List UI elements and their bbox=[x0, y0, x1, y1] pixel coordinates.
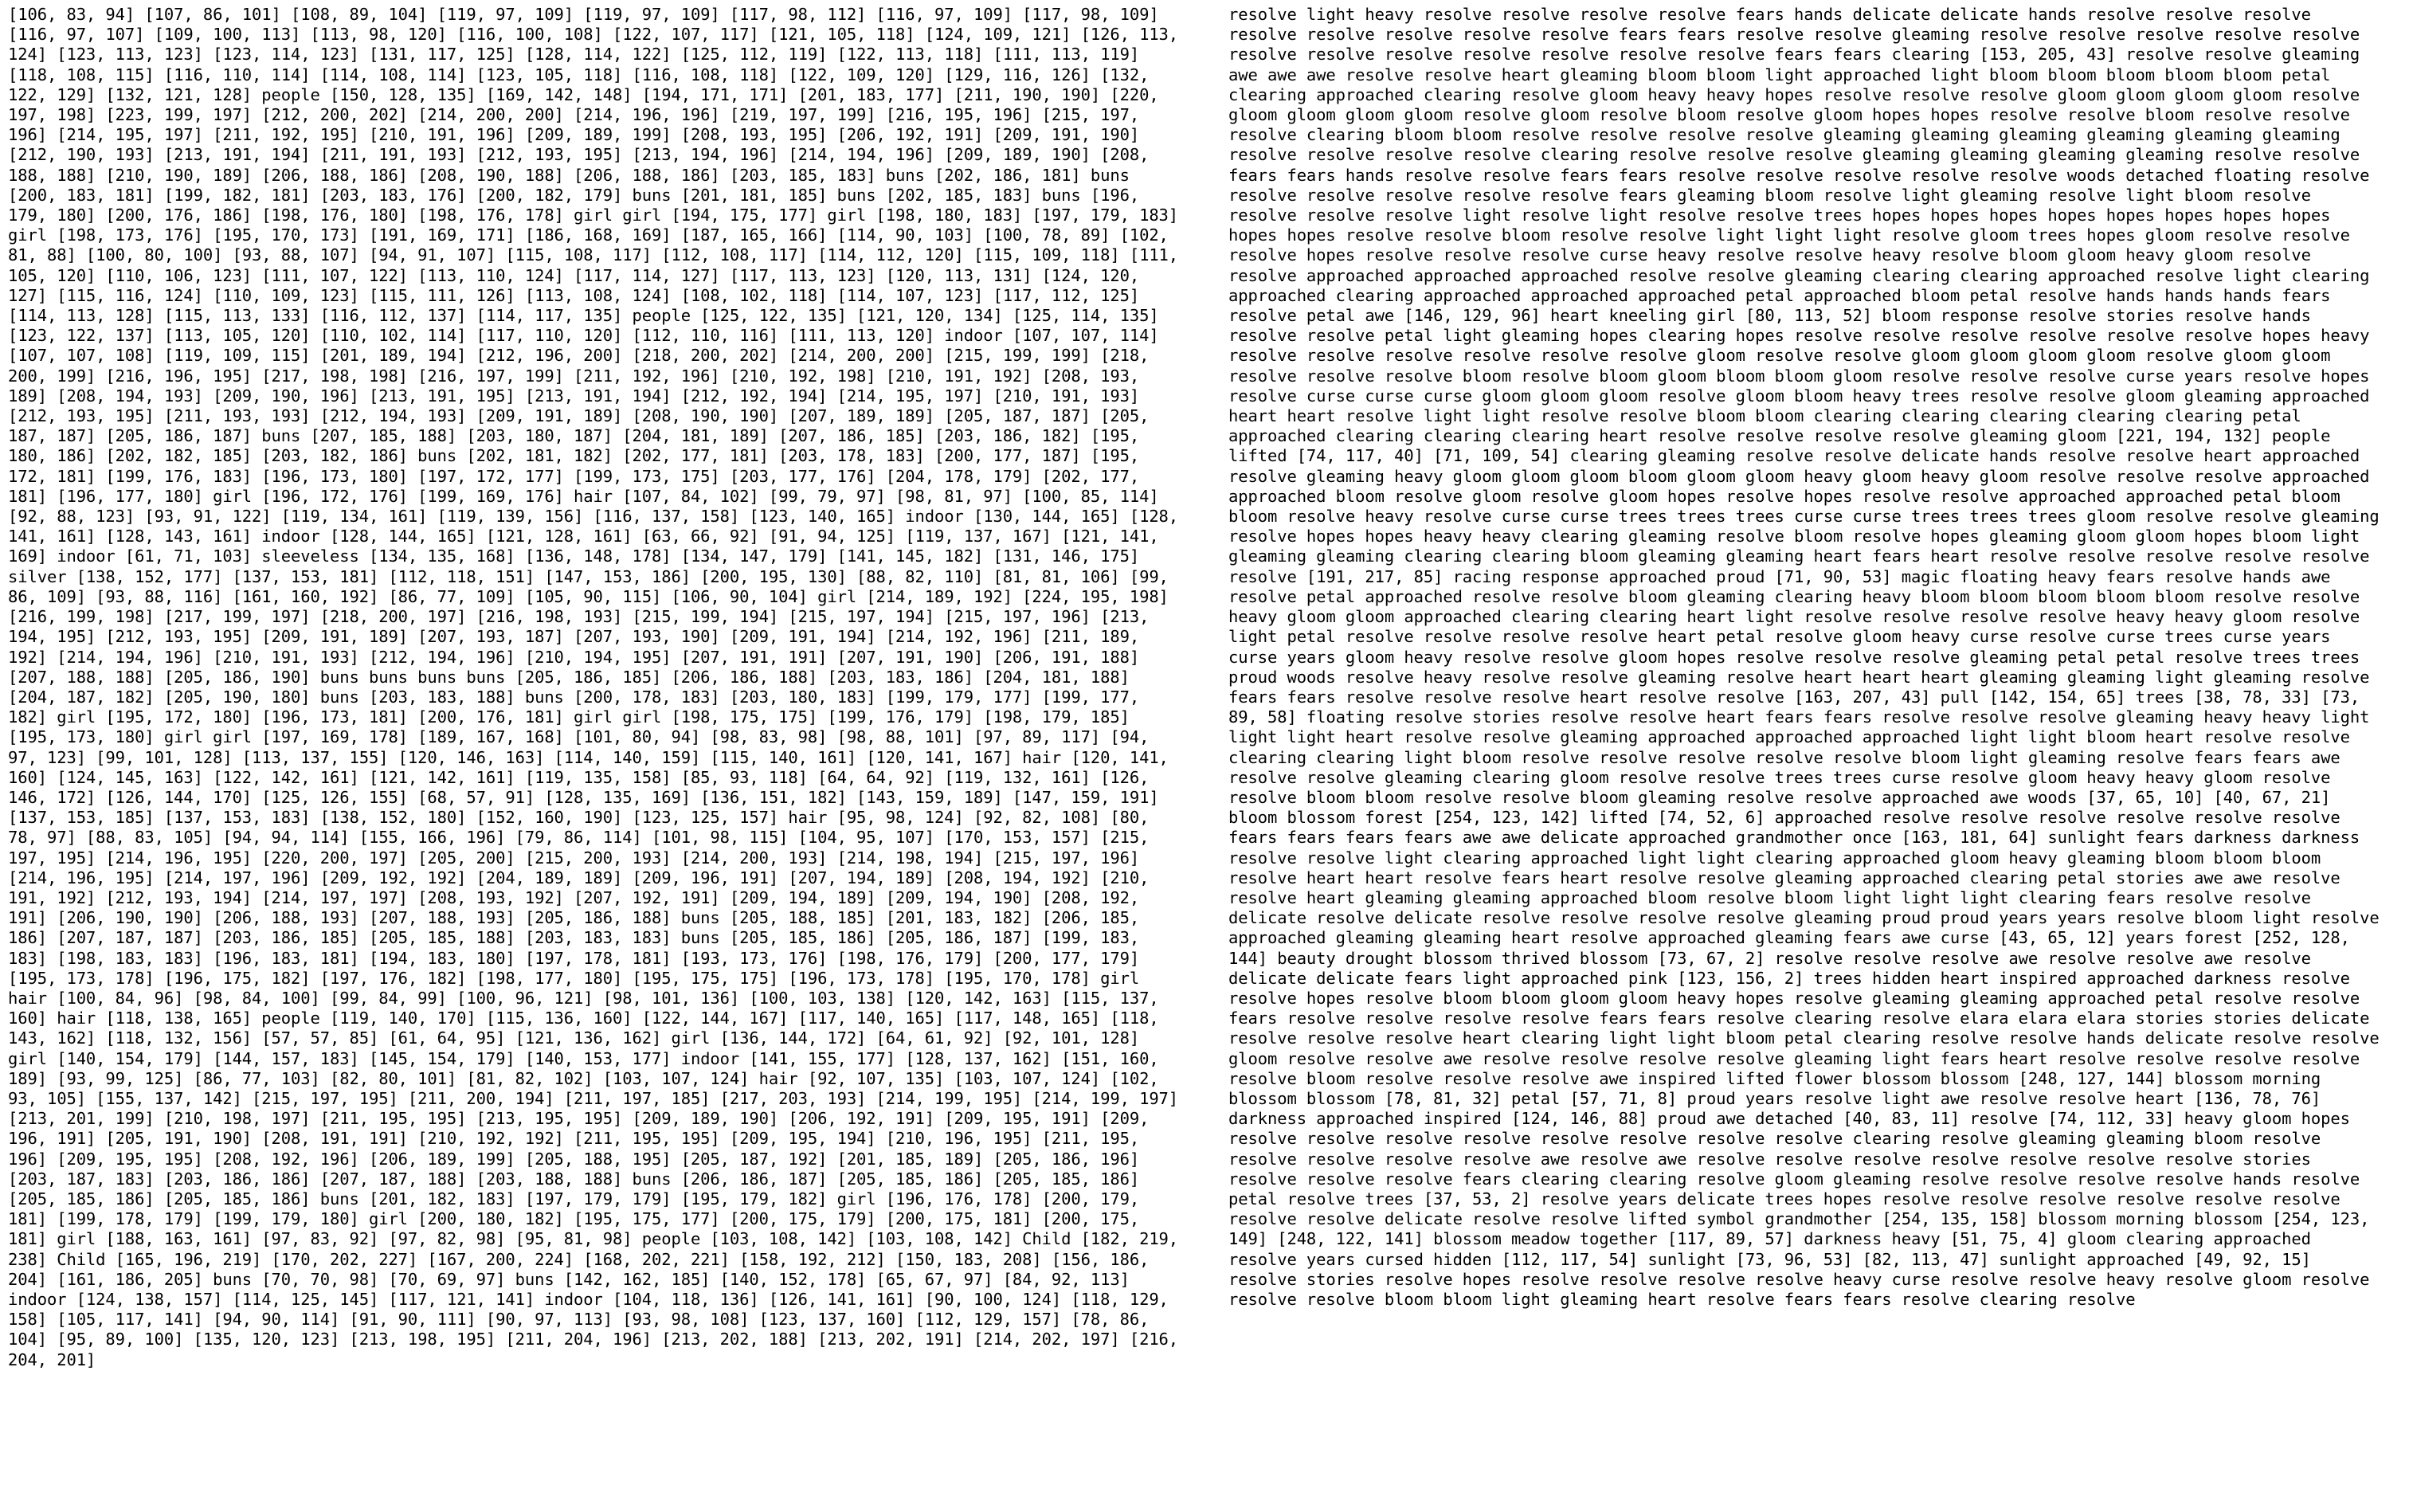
left-text-column: [106, 83, 94] [107, 86, 101] [108, 89, 104] [119, 97, 109] [119, 97, 109] [117, 98, 112] [116, 97, 109] [117, 98, 109] [116, 97, 107] [109, 100, 113] [113, 98, 120] [116, 100, 108] [122, 107, 117] [121, 105, 118] [124, 109, 121] [126, 113, 124] [123, 113, 123] [123, 114, 123] [131, 117, 125] [128, 114, 122] [125, 112, 119] [122, 113, 118] [111, 113, 119] [118, 108, 115] [116, 110, 114] [114, 108, 114] [123, 105, 118] [116, 108, 118] [122, 109, 120] [129, 116, 126] [132, 122, 129] [132, 121, 128] people [150, 128, 135] [169, 142, 148] [194, 171, 171] [201, 183, 177] [211, 190, 190] [220, 197, 198] [223, 199, 197] [212, 200, 202] [214, 200, 200] [214, 196, 196] [219, 197, 199] [216, 195, 196] [215, 197, 196] [214, 195, 197] [211, 192, 195] [210, 191, 196] [209, 189, 199] [208, 193, 195] [206, 192, 191] [209, 191, 190] [212, 190, 193] [213, 191, 194] [211, 191, 193] [212, 193, 195] [213, 194, 196] [214, 194, 196] [209, 189, 190] [208, 188, 188] [210, 190, 189] [206, 188, 186] [208, 190, 188] [206, 188, 186] [203, 185, 183] buns [202, 186, 181] buns [200, 183, 181] [199, 182, 181] [203, 183, 176] [200, 182, 179] buns [201, 181, 185] buns [202, 185, 183] buns [196, 179, 180] [200, 176, 186] [198, 176, 180] [198, 176, 178] girl girl [194, 175, 177] girl [198, 180, 183] [197, 179, 183] girl [198, 173, 176] [195, 170, 173] [191, 169, 171] [186, 168, 169] [187, 165, 166] [114, 90, 103] [100, 78, 89] [102, 81, 88] [100, 80, 100] [93, 88, 107] [94, 91, 107] [115, 108, 117] [112, 108, 117] [114, 112, 120] [115, 109, 118] [111, 105, 120] [110, 106, 123] [111, 107, 122] [113, 110, 124] [117, 114, 127] [117, 113, 123] [120, 113, 131] [124, 120, 127] [115, 116, 124] [110, 109, 123] [115, 111, 126] [113, 108, 124] [108, 102, 118] [114, 107, 123] [117, 112, 125] [114, 113, 128] [115, 113, 133] [116, 112, 137] [114, 117, 135] people [125, 122, 135] [121, 120, 134] [125, 114, 135] [123, 122, 137] [113, 105, 120] [110, 102, 114] [117, 110, 120] [112, 110, 116] [111, 113, 120] indoor [107, 107, 114] [107, 107, 108] [119, 109, 115] [201, 189, 194] [212, 196, 200] [218, 200, 202] [214, 200, 200] [215, 199, 199] [218, 200, 199] [216, 196, 195] [217, 198, 198] [216, 197, 199] [211, 192, 196] [210, 192, 198] [210, 191, 192] [208, 193, 189] [208, 194, 193] [209, 190, 196] [213, 191, 195] [213, 191, 194] [212, 192, 194] [214, 195, 197] [210, 191, 193] [212, 193, 195] [211, 193, 193] [212, 194, 193] [209, 191, 189] [208, 190, 190] [207, 189, 189] [205, 187, 187] [205, 187, 187] [205, 186, 187] buns [207, 185, 188] [203, 180, 187] [204, 181, 189] [207, 186, 185] [203, 186, 182] [195, 180, 186] [202, 182, 185] [203, 182, 186] buns [202, 181, 182] [202, 177, 181] [203, 178, 183] [200, 177, 187] [195, 172, 181] [199, 176, 183] [196, 173, 180] [197, 172, 177] [199, 173, 175] [203, 177, 176] [204, 178, 179] [202, 177, 181] [196, 177, 180] girl [196, 172, 176] [199, 169, 176] hair [107, 84, 102] [99, 79, 97] [98, 81, 97] [100, 85, 114] [92, 88, 123] [93, 91, 122] [119, 134, 161] [119, 139, 156] [116, 137, 158] [123, 140, 165] indoor [130, 144, 165] [128, 141, 161] [128, 143, 161] indoor [128, 144, 165] [121, 128, 161] [63, 66, 92] [91, 94, 125] [119, 137, 167] [121, 141, 169] indoor [61, 71, 103] sleeveless [134, 135, 168] [136, 148, 178] [134, 147, 179] [141, 145, 182] [131, 146, 175] silver [138, 152, 177] [137, 153, 181] [112, 118, 151] [147, 153, 186] [200, 195, 130] [88, 82, 110] [81, 81, 106] [99, 86, 109] [93, 88, 116] [161, 160, 192] [86, 77, 109] [105, 90, 115] [106, 90, 104] girl [214, 189, 192] [224, 195, 198] [216, 199, 198] [217, 199, 197] [218, 200, 197] [216, 198, 193] [215, 199, 194] [215, 197, 194] [215, 197, 196] [213, 194, 195] [212, 193, 195] [209, 191, 189] [207, 193, 187] [207, 193, 190] [209, 191, 194] [214, 192, 196] [211, 189, 192] [214, 194, 196] [210, 191, 193] [212, 194, 196] [210, 194, 195] [207, 191, 191] [207, 191, 190] [206, 191, 188] [207, 188, 188] [205, 186, 190] buns buns buns buns [205, 186, 185] [206, 186, 188] [203, 183, 186] [204, 181, 188] [204, 187, 182] [205, 190, 180] buns [203, 183, 188] buns [200, 178, 183] [203, 180, 183] [199, 179, 177] [199, 177, 182] girl [195, 172, 180] [196, 173, 181] [200, 176, 181] girl girl [198, 175, 175] [199, 176, 179] [198, 179, 185] [195, 173, 180] girl girl [197, 169, 178] [189, 167, 168] [101, 80, 94] [98, 83, 98] [98, 88, 101] [97, 89, 117] [94, 97, 123] [99, 101, 128] [113, 137, 155] [120, 146, 163] [114, 140, 159] [115, 140, 161] [120, 141, 167] hair [120, 141, 160] [124, 145, 163] [122, 142, 161] [121, 142, 161] [119, 135, 158] [85, 93, 118] [64, 64, 92] [119, 132, 161] [126, 146, 172] [126, 144, 170] [125, 126, 155] [68, 57, 91] [128, 135, 169] [136, 151, 182] [143, 159, 189] [147, 159, 191] [137, 153, 185] [137, 153, 183] [138, 152, 180] [152, 160, 190] [123, 125, 157] hair [95, 98, 124] [92, 82, 108] [80, 78, 97] [88, 83, 105] [94, 94, 114] [155, 166, 196] [79, 86, 114] [101, 98, 115] [104, 95, 107] [170, 153, 157] [215, 197, 195] [214, 196, 195] [220, 200, 197] [205, 200] [215, 200, 193] [214, 200, 193] [214, 198, 194] [215, 197, 196] [214, 196, 195] [214, 197, 196] [209, 192, 192] [204, 189, 189] [209, 196, 191] [207, 194, 189] [208, 194, 192] [210, 191, 192] [212, 193, 194] [214, 197, 197] [208, 193, 192] [207, 192, 191] [209, 194, 189] [209, 194, 190] [208, 192, 191] [206, 190, 190] [206, 188, 193] [207, 188, 193] [205, 186, 188] buns [205, 188, 185] [201, 183, 182] [206, 185, 186] [207, 187, 187] [203, 186, 185] [205, 185, 188] [203, 183, 183] buns [205, 185, 186] [205, 186, 187] [199, 183, 183] [198, 183, 183] [196, 183, 181] [194, 183, 180] [197, 178, 181] [193, 173, 176] [198, 176, 179] [200, 177, 179] [195, 173, 178] [196, 175, 182] [197, 176, 182] [198, 177, 180] [195, 175, 175] [196, 173, 178] [195, 170, 178] girl hair [100, 84, 96] [98, 84, 100] [99, 84, 99] [100, 96, 121] [98, 101, 136] [100, 103, 138] [120, 142, 163] [115, 137, 160] hair [118, 138, 165] people [119, 140, 170] [115, 136, 160] [122, 144, 167] [117, 140, 165] [117, 148, 165] [118, 143, 162] [118, 132, 156] [57, 57, 85] [61, 64, 95] [121, 136, 162] girl [136, 144, 172] [64, 61, 92] [92, 101, 128] girl [140, 154, 179] [144, 157, 183] [145, 154, 179] [140, 153, 177] indoor [141, 155, 177] [128, 137, 162] [151, 160, 189] [93, 99, 125] [86, 77, 103] [82, 80, 101] [81, 82, 102] [103, 107, 124] hair [92, 107, 135] [103, 107, 124] [102, 93, 105] [155, 137, 142] [215, 197, 195] [211, 200, 194] [211, 197, 185] [217, 203, 193] [214, 199, 195] [214, 199, 197] [213, 201, 199] [210, 198, 197] [211, 195, 195] [213, 195, 195] [209, 189, 190] [206, 192, 191] [209, 195, 191] [209, 196, 191] [205, 191, 190] [208, 191, 191] [210, 192, 192] [211, 195, 195] [209, 195, 194] [210, 196, 195] [211, 195, 196] [209, 195, 195] [208, 192, 196] [206, 189, 199] [205, 188, 195] [205, 187, 192] [201, 185, 189] [205, 186, 196] [203, 187, 183] [203, 186, 186] [207, 187, 188] [203, 188, 188] buns [206, 186, 187] [205, 185, 186] [205, 185, 186] [205, 185, 186] [205, 185, 186] buns [201, 182, 183] [197, 179, 179] [195, 179, 182] girl [196, 176, 178] [200, 179, 181] [199, 178, 179] [199, 179, 180] girl [200, 180, 182] [195, 175, 177] [200, 175, 179] [200, 175, 181] [200, 175, 181] girl [188, 163, 161] [97, 83, 92] [97, 82, 98] [95, 81, 98] people [103, 108, 142] [103, 108, 142] Child [182, 219, 238] Child [165, 196, 219] [170, 202, 227] [167, 200, 224] [168, 202, 221] [158, 192, 212] [150, 183, 208] [156, 186, 204] [161, 186, 205] buns [70, 70, 98] [70, 69, 97] buns [142, 162, 185] [140, 152, 178] [65, 67, 97] [84, 92, 113] indoor [124, 138, 157] [114, 125, 145] [117, 121, 141] indoor [104, 118, 136] [126, 141, 161] [90, 100, 124] [118, 129, 158] [105, 117, 141] [94, 90, 114] [91, 90, 111] [90, 97, 113] [93, 98, 108] [123, 137, 160] [112, 129, 157] [78, 86, 104] [95, 89, 100] [135, 120, 123] [213, 198, 195] [211, 204, 196] [213, 202, 188] [213, 202, 191] [214, 202, 197] [216, 204, 201] bbox=[8, 5, 1189, 1369]
right-text-column: resolve light heavy resolve resolve resolve resolve fears hands delicate delicate hands resolve resolve resolve resolve resolve resolve resolve resolve fears fears resolve resolve gleaming resolve resolve resolve resolve resolve resolve resolve resolve resolve resolve resolve resolve fears fears clearing [153, 205, 43] resolve resolve gleaming awe awe awe resolve resolve heart gleaming bloom bloom light approached light bloom bloom bloom bloom bloom petal clearing approached clearing resolve gloom heavy heavy hopes resolve resolve resolve gloom gloom gloom gloom resolve gloom gloom gloom gloom resolve gloom resolve bloom resolve gloom hopes hopes resolve resolve bloom resolve resolve resolve clearing bloom bloom resolve resolve resolve resolve gleaming gleaming gleaming gleaming gleaming gleaming resolve resolve resolve resolve clearing resolve resolve resolve gleaming gleaming gleaming gleaming resolve resolve fears fears hands resolve resolve fears fears resolve resolve resolve resolve resolve woods detached floating resolve resolve resolve resolve resolve resolve fears gleaming bloom resolve light gleaming resolve light bloom resolve resolve resolve resolve light resolve light resolve resolve trees hopes hopes hopes hopes hopes hopes hopes hopes hopes hopes resolve resolve bloom resolve resolve light light light resolve gloom trees hopes gloom resolve resolve resolve hopes resolve resolve resolve curse heavy resolve resolve heavy resolve bloom gloom heavy gloom resolve resolve approached approached approached resolve resolve gleaming clearing clearing approached resolve light clearing approached clearing approached approached approached petal approached bloom petal resolve hands hands hands fears resolve petal awe [146, 129, 96] heart kneeling girl [80, 113, 52] bloom response resolve stories resolve hands resolve resolve petal light gleaming hopes clearing hopes resolve resolve resolve resolve resolve resolve hopes heavy resolve resolve resolve resolve resolve resolve gloom resolve resolve gloom gloom gloom gloom resolve gloom gloom resolve resolve resolve bloom resolve bloom gloom bloom bloom gloom resolve resolve resolve curse years resolve hopes resolve curse curse curse gloom gloom gloom resolve gloom bloom heavy trees resolve resolve gloom gleaming approached heart heart resolve light light resolve resolve bloom bloom clearing clearing clearing clearing clearing petal approached clearing clearing clearing heart resolve resolve resolve resolve gleaming gloom [221, 194, 132] people lifted [74, 117, 40] [71, 109, 54] clearing gleaming resolve resolve delicate hands resolve resolve heart approached resolve gleaming heavy gloom gloom gloom bloom gloom gloom heavy gloom heavy gloom resolve resolve resolve approached approached bloom resolve gloom resolve gloom hopes resolve hopes resolve resolve approached approached petal bloom bloom resolve heavy resolve curse curse trees trees trees curse curse trees trees trees gloom resolve resolve gleaming resolve hopes hopes heavy heavy clearing gleaming resolve bloom resolve hopes gleaming gloom gloom hopes bloom light gleaming gleaming clearing clearing bloom gleaming gleaming heart fears heart resolve resolve resolve resolve resolve resolve [191, 217, 85] racing response approached proud [71, 90, 53] magic floating heavy fears resolve hands awe resolve petal approached resolve resolve bloom gleaming clearing heavy bloom bloom bloom bloom bloom resolve resolve heavy gloom gloom approached clearing clearing heart light resolve resolve resolve resolve heavy heavy gloom resolve light petal resolve resolve resolve resolve heart petal resolve gloom heavy curse resolve curse trees curse years curse years gloom heavy resolve resolve gloom hopes resolve resolve resolve gleaming petal petal resolve trees trees proud woods resolve heavy resolve resolve gleaming resolve heart heart heart gleaming gleaming light gleaming resolve fears fears resolve resolve resolve heart resolve resolve [163, 207, 43] pull [142, 154, 65] trees [38, 78, 33] [73, 89, 58] floating resolve stories resolve resolve heart fears fears resolve resolve resolve gleaming heavy heavy light light light heart resolve resolve gleaming approached approached approached light light bloom heart resolve resolve clearing clearing light bloom resolve resolve resolve resolve resolve bloom light gleaming resolve fears fears awe resolve resolve gleaming clearing gloom resolve resolve trees trees curse resolve gloom heavy heavy gloom resolve resolve bloom bloom resolve resolve bloom gleaming resolve resolve approached awe woods [37, 65, 10] [40, 67, 21] bloom blossom forest [254, 123, 142] lifted [74, 52, 6] approached resolve resolve resolve resolve resolve resolve fears fears fears fears awe awe delicate approached grandmother once [163, 181, 64] sunlight fears darkness darkness resolve resolve light clearing approached light light clearing approached gloom heavy gleaming bloom bloom bloom resolve heart heart resolve fears heart resolve resolve gleaming approached clearing petal stories awe awe resolve resolve heart gleaming gleaming approached bloom resolve bloom light light light clearing fears resolve resolve delicate resolve delicate resolve resolve resolve resolve gleaming proud proud years years resolve bloom light resolve approached gleaming gleaming heart resolve approached gleaming fears awe curse [43, 65, 12] years forest [252, 128, 144] beauty drought blossom thrived blossom [73, 67, 2] resolve resolve resolve awe resolve resolve awe resolve delicate delicate fears light approached pink [123, 156, 2] trees hidden heart inspired approached darkness resolve resolve hopes resolve bloom bloom gloom gloom heavy hopes resolve gleaming gleaming approached petal resolve resolve fears resolve resolve resolve resolve fears fears resolve clearing resolve elara elara elara stories stories delicate resolve resolve resolve heart clearing light light bloom petal clearing resolve resolve hands delicate resolve resolve gloom resolve resolve awe resolve resolve resolve resolve gleaming light fears heart resolve resolve resolve resolve resolve bloom resolve resolve resolve awe inspired lifted flower blossom blossom [248, 127, 144] blossom morning blossom blossom [78, 81, 32] petal [57, 71, 8] proud years resolve light awe resolve resolve heart [136, 78, 76] darkness approached inspired [124, 146, 88] proud awe detached [40, 83, 11] resolve [74, 112, 33] heavy gloom hopes resolve resolve resolve resolve resolve resolve resolve resolve clearing resolve gleaming gleaming bloom resolve resolve resolve resolve resolve awe resolve awe resolve resolve resolve resolve resolve resolve resolve stories resolve resolve resolve fears clearing clearing resolve gloom gleaming resolve resolve resolve resolve hands resolve petal resolve trees [37, 53, 2] resolve years delicate trees hopes resolve resolve resolve resolve resolve resolve resolve resolve delicate resolve resolve lifted symbol grandmother [254, 135, 158] blossom morning blossom [254, 123, 149] [248, 122, 141] blossom meadow together [117, 89, 57] darkness heavy [51, 75, 4] gloom clearing approached resolve years cursed hidden [112, 117, 54] sunlight [73, 96, 53] [82, 113, 47] sunlight approached [49, 92, 15] resolve stories resolve hopes resolve resolve resolve resolve heavy curse resolve resolve heavy resolve gloom resolve resolve resolve bloom bloom light gleaming heart resolve fears fears resolve clearing resolve bbox=[1228, 5, 2389, 1309]
